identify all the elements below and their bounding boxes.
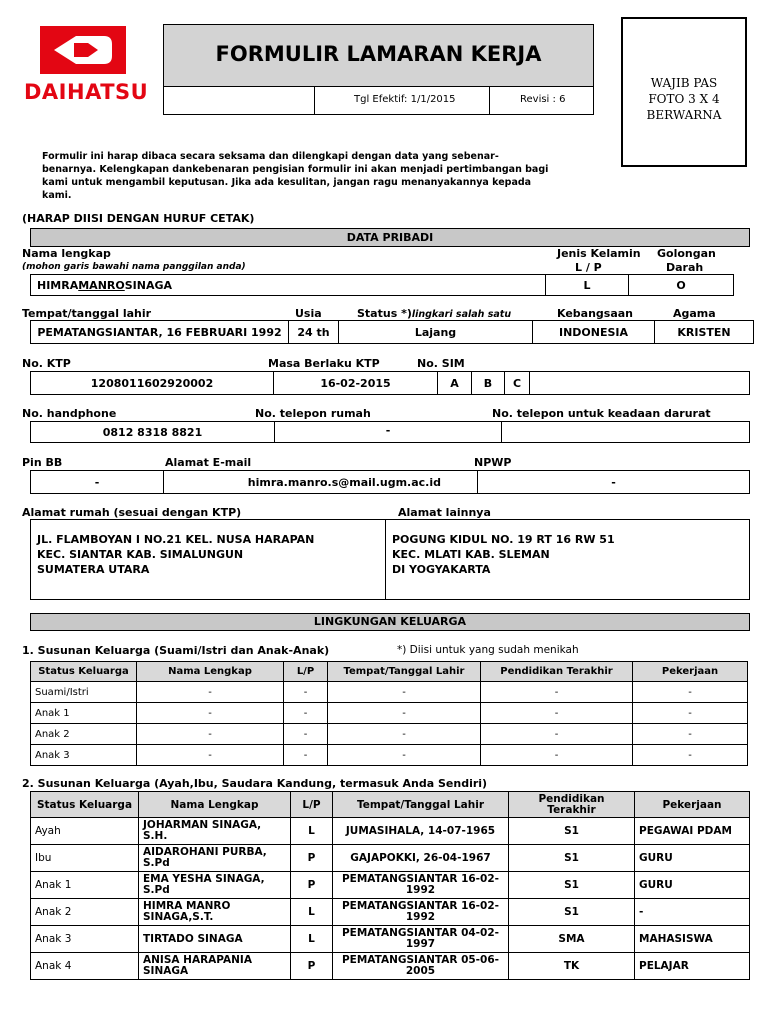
label-masa-ktp: Masa Berlaku KTP [268,357,380,370]
label-npwp: NPWP [474,456,512,469]
field-status[interactable]: Lajang [339,321,533,343]
label-telepon-rumah: No. telepon rumah [255,407,371,420]
row-ttl [30,320,754,344]
field-ttl[interactable]: PEMATANGSIANTAR, 16 FEBRUARI 1992 [31,321,289,343]
field-sim-b[interactable]: B [472,372,505,394]
col-pekerjaan: Pekerjaan [635,792,750,818]
section-data-pribadi: DATA PRIBADI [30,228,750,247]
field-telepon-rumah[interactable]: - [275,422,502,442]
daihatsu-emblem-icon [40,26,126,74]
label-kebangsaan: Kebangsaan [557,307,634,320]
label-pin-bb: Pin BB [22,456,63,469]
col-ttl: Tempat/Tanggal Lahir [328,662,481,682]
label-status: Status *)lingkari salah satu [357,307,512,320]
table-row: Anak 2 HIMRA MANRO SINAGA,S.T. L PEMATANGSIANTAR 16-02-1992 S1 - [31,899,750,926]
row-ktp [30,371,750,395]
table-row: Ibu AIDAROHANI PURBA, S.Pd P GAJAPOKKI, 26-04-1967 S1 GURU [31,845,750,872]
title-susunan-2: 2. Susunan Keluarga (Ayah,Ibu, Saudara Kandung, termasuk Anda Sendiri) [22,777,488,790]
fill-instruction: (HARAP DIISI DENGAN HURUF CETAK) [22,212,255,225]
field-email[interactable]: himra.manro.s@mail.ugm.ac.id [164,471,478,493]
field-golongan-darah[interactable]: O [676,278,686,292]
revision: Revisi : 6 [520,94,566,105]
label-hp: No. handphone [22,407,117,420]
table-header-row [31,792,750,818]
table-row: Anak 3 - - - - - [31,745,748,766]
label-alamat: Alamat rumah (sesuai dengan KTP) [22,506,242,519]
label-telepon-darurat: No. telepon untuk keadaan darurat [492,407,711,420]
table-susunan-1 [30,661,748,766]
table-row: Anak 1 - - - - - [31,703,748,724]
field-agama[interactable]: KRISTEN [677,325,731,339]
label-nama: Nama lengkap [22,247,111,260]
field-sim-a[interactable]: A [438,372,472,394]
label-alamat-lain: Alamat lainnya [398,506,491,519]
label-ttl: Tempat/tanggal lahir [22,307,152,320]
row-nama [30,274,734,296]
field-hp[interactable]: 0812 8318 8821 [31,422,275,442]
col-nama: Nama Lengkap [139,792,291,818]
col-lp: L/P [291,792,333,818]
table-header-row [31,662,748,682]
col-ttl: Tempat/Tanggal Lahir [333,792,509,818]
section-keluarga: LINGKUNGAN KELUARGA [30,613,750,631]
table-row: Anak 3 TIRTADO SINAGA L PEMATANGSIANTAR 04-02-1997 SMA MAHASISWA [31,926,750,953]
label-lp: L / P [575,261,602,274]
field-masa-ktp[interactable]: 16-02-2015 [274,372,438,394]
field-ktp[interactable]: 1208011602920002 [31,372,274,394]
photo-instruction: WAJIB PAS FOTO 3 X 4 BERWARNA [646,76,722,122]
label-usia: Usia [295,307,322,320]
col-lp: L/P [284,662,328,682]
note-nama: (mohon garis bawahi nama panggilan anda) [22,262,246,272]
brand-name: DAIHATSU [24,80,149,104]
field-pin-bb[interactable]: - [31,471,164,493]
field-alamat-lain[interactable]: POGUNG KIDUL NO. 19 RT 16 RW 51 KEC. MLATI KAB. SLEMAN DI YOGYAKARTA [392,533,615,576]
label-golongan: Golongan [657,247,716,260]
table-row: Anak 4 ANISA HARAPANIA SINAGA P PEMATANGSIANTAR 05-06-2005 TK PELAJAR [31,953,750,980]
photo-box [621,17,747,167]
title-susunan-1: 1. Susunan Keluarga (Suami/Istri dan Anak-Anak) [22,644,330,657]
field-alamat[interactable]: JL. FLAMBOYAN I NO.21 KEL. NUSA HARAPAN KEC. SIANTAR KAB. SIMALUNGUN SUMATERA UTARA [31,520,386,599]
field-nama[interactable]: HIMRA MANRO SINAGA [31,275,546,295]
field-telepon-darurat[interactable] [502,422,749,442]
effective-date: Tgl Efektif: 1/1/2015 [354,94,456,105]
field-kebangsaan[interactable]: INDONESIA [533,321,655,343]
label-ktp: No. KTP [22,357,71,370]
meta-box [163,86,594,115]
table-susunan-2 [30,791,750,980]
field-npwp[interactable]: - [611,475,616,489]
label-email: Alamat E-mail [165,456,252,469]
note-susunan-1: *) Diisi untuk yang sudah menikah [397,644,579,656]
intro-text: Formulir ini harap dibaca secara seksama dan dilengkapi dengan data yang sebenar- benarnya. Kelengkapan dankebenaran pengisian formulir ini akan menjadi pertimbangan bagi kami untuk mengambil keputusan. Jika ada kesulitan, jangan ragu menanyakannya kepada kami. [42,151,549,201]
table-row: Anak 2 - - - - - [31,724,748,745]
table-row: Anak 1 EMA YESHA SINAGA, S.Pd P PEMATANGSIANTAR 16-02-1992 S1 GURU [31,872,750,899]
field-jenis-kelamin[interactable]: L [546,275,629,295]
daihatsu-logo [40,26,126,74]
label-darah: Darah [666,261,704,274]
table-row: Suami/Istri - - - - - [31,682,748,703]
row-alamat [30,519,750,600]
col-nama: Nama Lengkap [137,662,284,682]
label-agama: Agama [673,307,716,320]
col-status: Status Keluarga [31,792,139,818]
field-usia[interactable]: 24 th [289,321,339,343]
title-box [163,24,594,87]
row-kontak [30,470,750,494]
label-sim: No. SIM [417,357,465,370]
field-sim-number[interactable] [530,372,749,394]
col-status: Status Keluarga [31,662,137,682]
table-row: Ayah JOHARMAN SINAGA, S.H. L JUMASIHALA, 14-07-1965 S1 PEGAWAI PDAM [31,818,750,845]
col-pendidikan: Pendidikan Terakhir [509,792,635,818]
col-pendidikan: Pendidikan Terakhir [481,662,633,682]
row-telepon [30,421,750,443]
form-title: FORMULIR LAMARAN KERJA [215,42,542,66]
field-sim-c[interactable]: C [505,372,530,394]
label-jenis-kelamin: Jenis Kelamin [557,247,641,260]
col-pekerjaan: Pekerjaan [633,662,748,682]
